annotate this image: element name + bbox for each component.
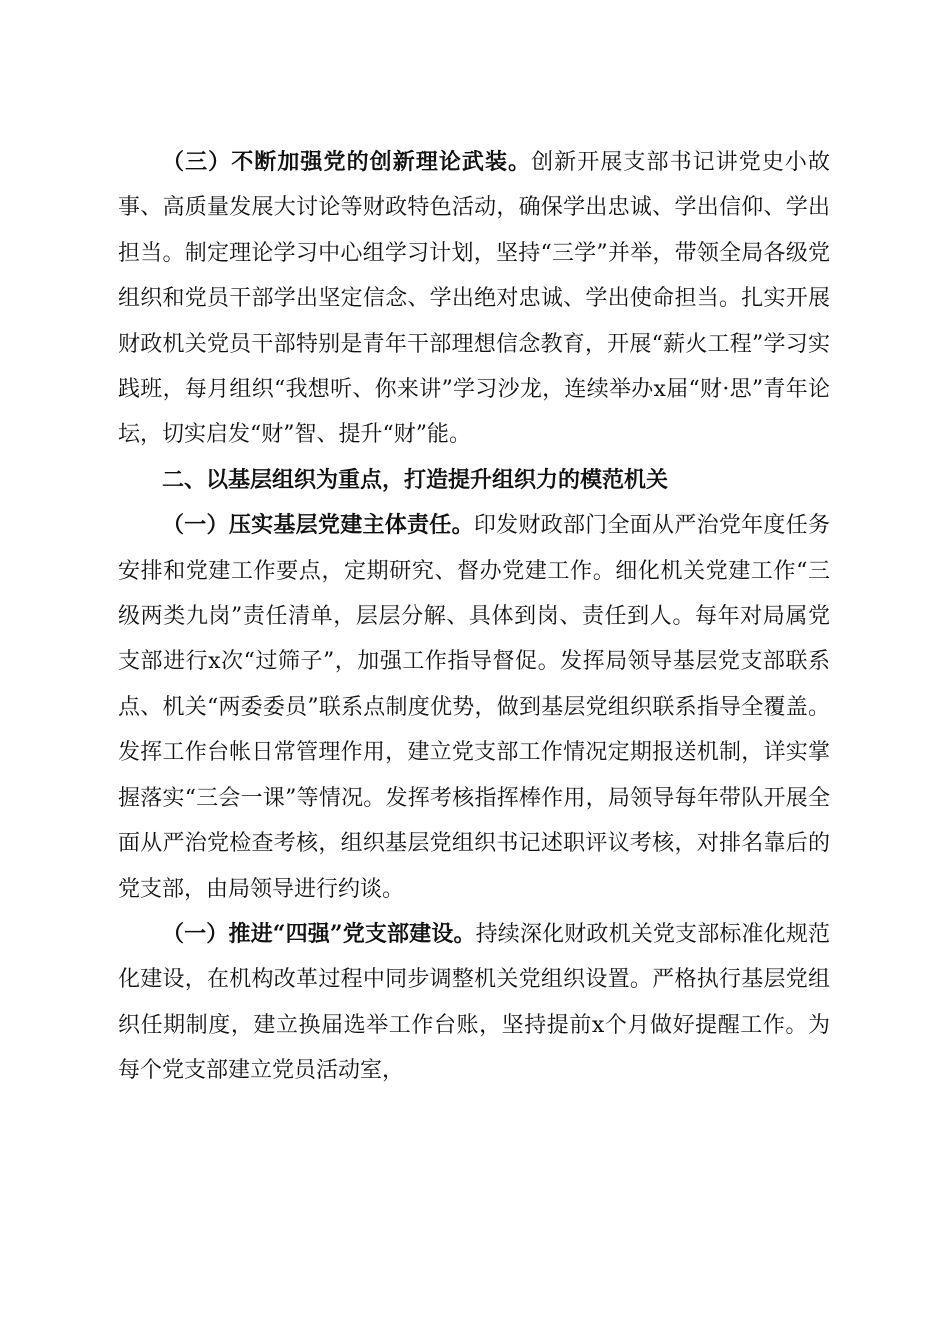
paragraph-theory-study: [118, 140, 830, 458]
paragraph-lead: （三）不断加强党的创新理论武装。: [162, 149, 532, 175]
paragraph-four-strong-branch: [118, 912, 830, 1094]
paragraph-body: 持续深化财政机关党支部标准化规范化建设，在机构改革过程中同步调整机关党组织设置。严格执行基层党组织任期制度，建立换届选举工作台账，坚持提前x个月做好提醒工作。为每个党支部建立党员活动室，: [118, 921, 830, 1084]
paragraph-grassroots-responsibility: [118, 503, 830, 912]
paragraph-body: 创新开展支部书记讲党史小故事、高质量发展大讨论等财政特色活动，确保学出忠诚、学出信仰、学出担当。制定理论学习中心组学习计划，坚持“三学”并举，带领全局各级党组织和党员干部学出坚定信念、学出绝对忠诚、学出使命担当。扎实开展财政机关党员干部特别是青年干部理想信念教育，开展“薪火工程”学习实践班，每月组织“我想听、你来讲”学习沙龙，连续举办x届“财·思”青年论坛，切实启发“财”智、提升“财”能。: [118, 150, 830, 448]
document-body: [118, 140, 830, 1094]
paragraph-lead: （一）推进“四强”党支部建设。: [162, 920, 476, 947]
paragraph-body: 印发财政部门全面从严治党年度任务安排和党建工作要点，定期研究、督办党建工作。细化机关党建工作“三级两类九岗”责任清单，层层分解、具体到岗、责任到人。每年对局属党支部进行x次“过筛子”，加强工作指导督促。发挥局领导基层党支部联系点、机关“两委委员”联系点制度优势，做到基层党组织联系指导全覆盖。发挥工作台帐日常管理作用，建立党支部工作情况定期报送机制，详实掌握落实“三会一课”等情况。发挥考核指挥棒作用，局领导每年带队开展全面从严治党检查考核，组织基层党组织书记述职评议考核，对排名靠后的党支部，由局领导进行约谈。: [118, 513, 830, 902]
paragraph-lead: （一）压实基层党建主体责任。: [162, 512, 474, 539]
section-heading: 二、以基层组织为重点，打造提升组织力的模范机关: [162, 467, 669, 493]
